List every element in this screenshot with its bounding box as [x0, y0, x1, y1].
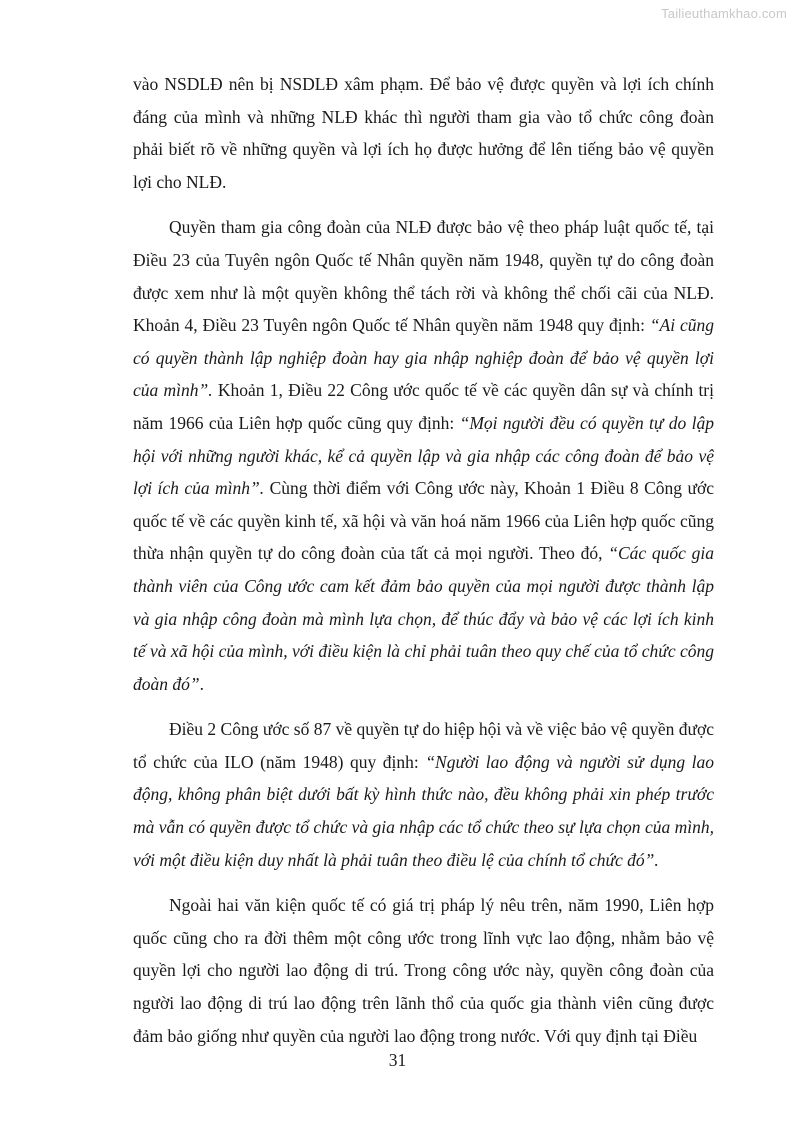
paragraph-3 [133, 713, 714, 876]
body-text: Khoản 1, Điều 22 Công ước quốc tế về các quyền dân sự và chính trị năm 1966 của Liên hợp quốc cũng quy định: [133, 380, 714, 433]
watermark: Tailieuthamkhao.com [661, 6, 787, 21]
body-text: vào NSDLĐ nên bị NSDLĐ xâm phạm. Để bảo vệ được quyền và lợi ích chính đáng của mình và những NLĐ khác thì người tham gia vào tổ chức công đoàn phải biết rõ về những quyền và lợi ích họ được hưởng để lên tiếng bảo vệ quyền lợi cho NLĐ. [133, 74, 714, 192]
body-text: Cùng thời điểm với Công ước này, Khoản 1 Điều 8 Công ước quốc tế về các quyền kinh tế, xã hội và văn hoá năm 1966 của Liên hợp quốc cũng thừa nhận quyền tự do công đoàn của tất cả mọi người. Theo đó, [133, 478, 714, 564]
body-text: Quyền tham gia công đoàn của NLĐ được bảo vệ theo pháp luật quốc tế, tại Điều 23 của Tuyên ngôn Quốc tế Nhân quyền năm 1948, quyền tự do công đoàn được xem như là một quyền không thể tách rời và không thể chối cãi của NLĐ. Khoản 4, Điều 23 Tuyên ngôn Quốc tế Nhân quyền năm 1948 quy định: [133, 217, 714, 336]
body-text: Điều 2 Công ước số 87 về quyền tự do hiệp hội và về việc bảo vệ quyền được tổ chức của ILO (năm 1948) quy định: [133, 719, 714, 772]
paragraph-4 [133, 889, 714, 1052]
paragraph-2 [133, 211, 714, 700]
paragraph-1 [133, 68, 714, 198]
quote-text: “Mọi người đều có quyền tự do lập hội với những người khác, kể cả quyền lập và gia nhập các công đoàn để bảo vệ lợi ích của mình”. [133, 412, 714, 499]
body-text: Ngoài hai văn kiện quốc tế có giá trị pháp lý nêu trên, năm 1990, Liên hợp quốc cũng cho ra đời thêm một công ước trong lĩnh vực lao động, nhằm bảo vệ quyền lợi cho người lao động di trú. Trong công ước này, quyền công đoàn của người lao động di trú lao động trên lãnh thổ của quốc gia thành viên cũng được đảm bảo giống như quyền của người lao động trong nước. Với quy định tại Điều [133, 895, 714, 1046]
quote-text: “Các quốc gia thành viên của Công ước cam kết đảm bảo quyền của mọi người được thành lập và gia nhập công đoàn mà mình lựa chọn, để thúc đẩy và bảo vệ các lợi ích kinh tế và xã hội của mình, với điều kiện là chỉ phải tuân theo quy chế của tổ chức công đoàn đó” [133, 543, 714, 694]
body-text: . [199, 673, 204, 694]
quote-text: “Ai cũng có quyền thành lập nghiệp đoàn hay gia nhập nghiệp đoàn để bảo vệ quyền lợi của mình”. [133, 315, 714, 401]
page-number: 31 [388, 1050, 407, 1070]
quote-text: “Người lao động và người sử dụng lao động, không phân biệt dưới bất kỳ hình thức nào, đều không phải xin phép trước mà vẫn có quyền được tổ chức và gia nhập các tổ chức theo sự lựa chọn của mình, với một điều kiện duy nhất là phải tuân theo điều lệ của chính tổ chức đó”. [133, 751, 714, 870]
document-body [133, 68, 714, 1065]
